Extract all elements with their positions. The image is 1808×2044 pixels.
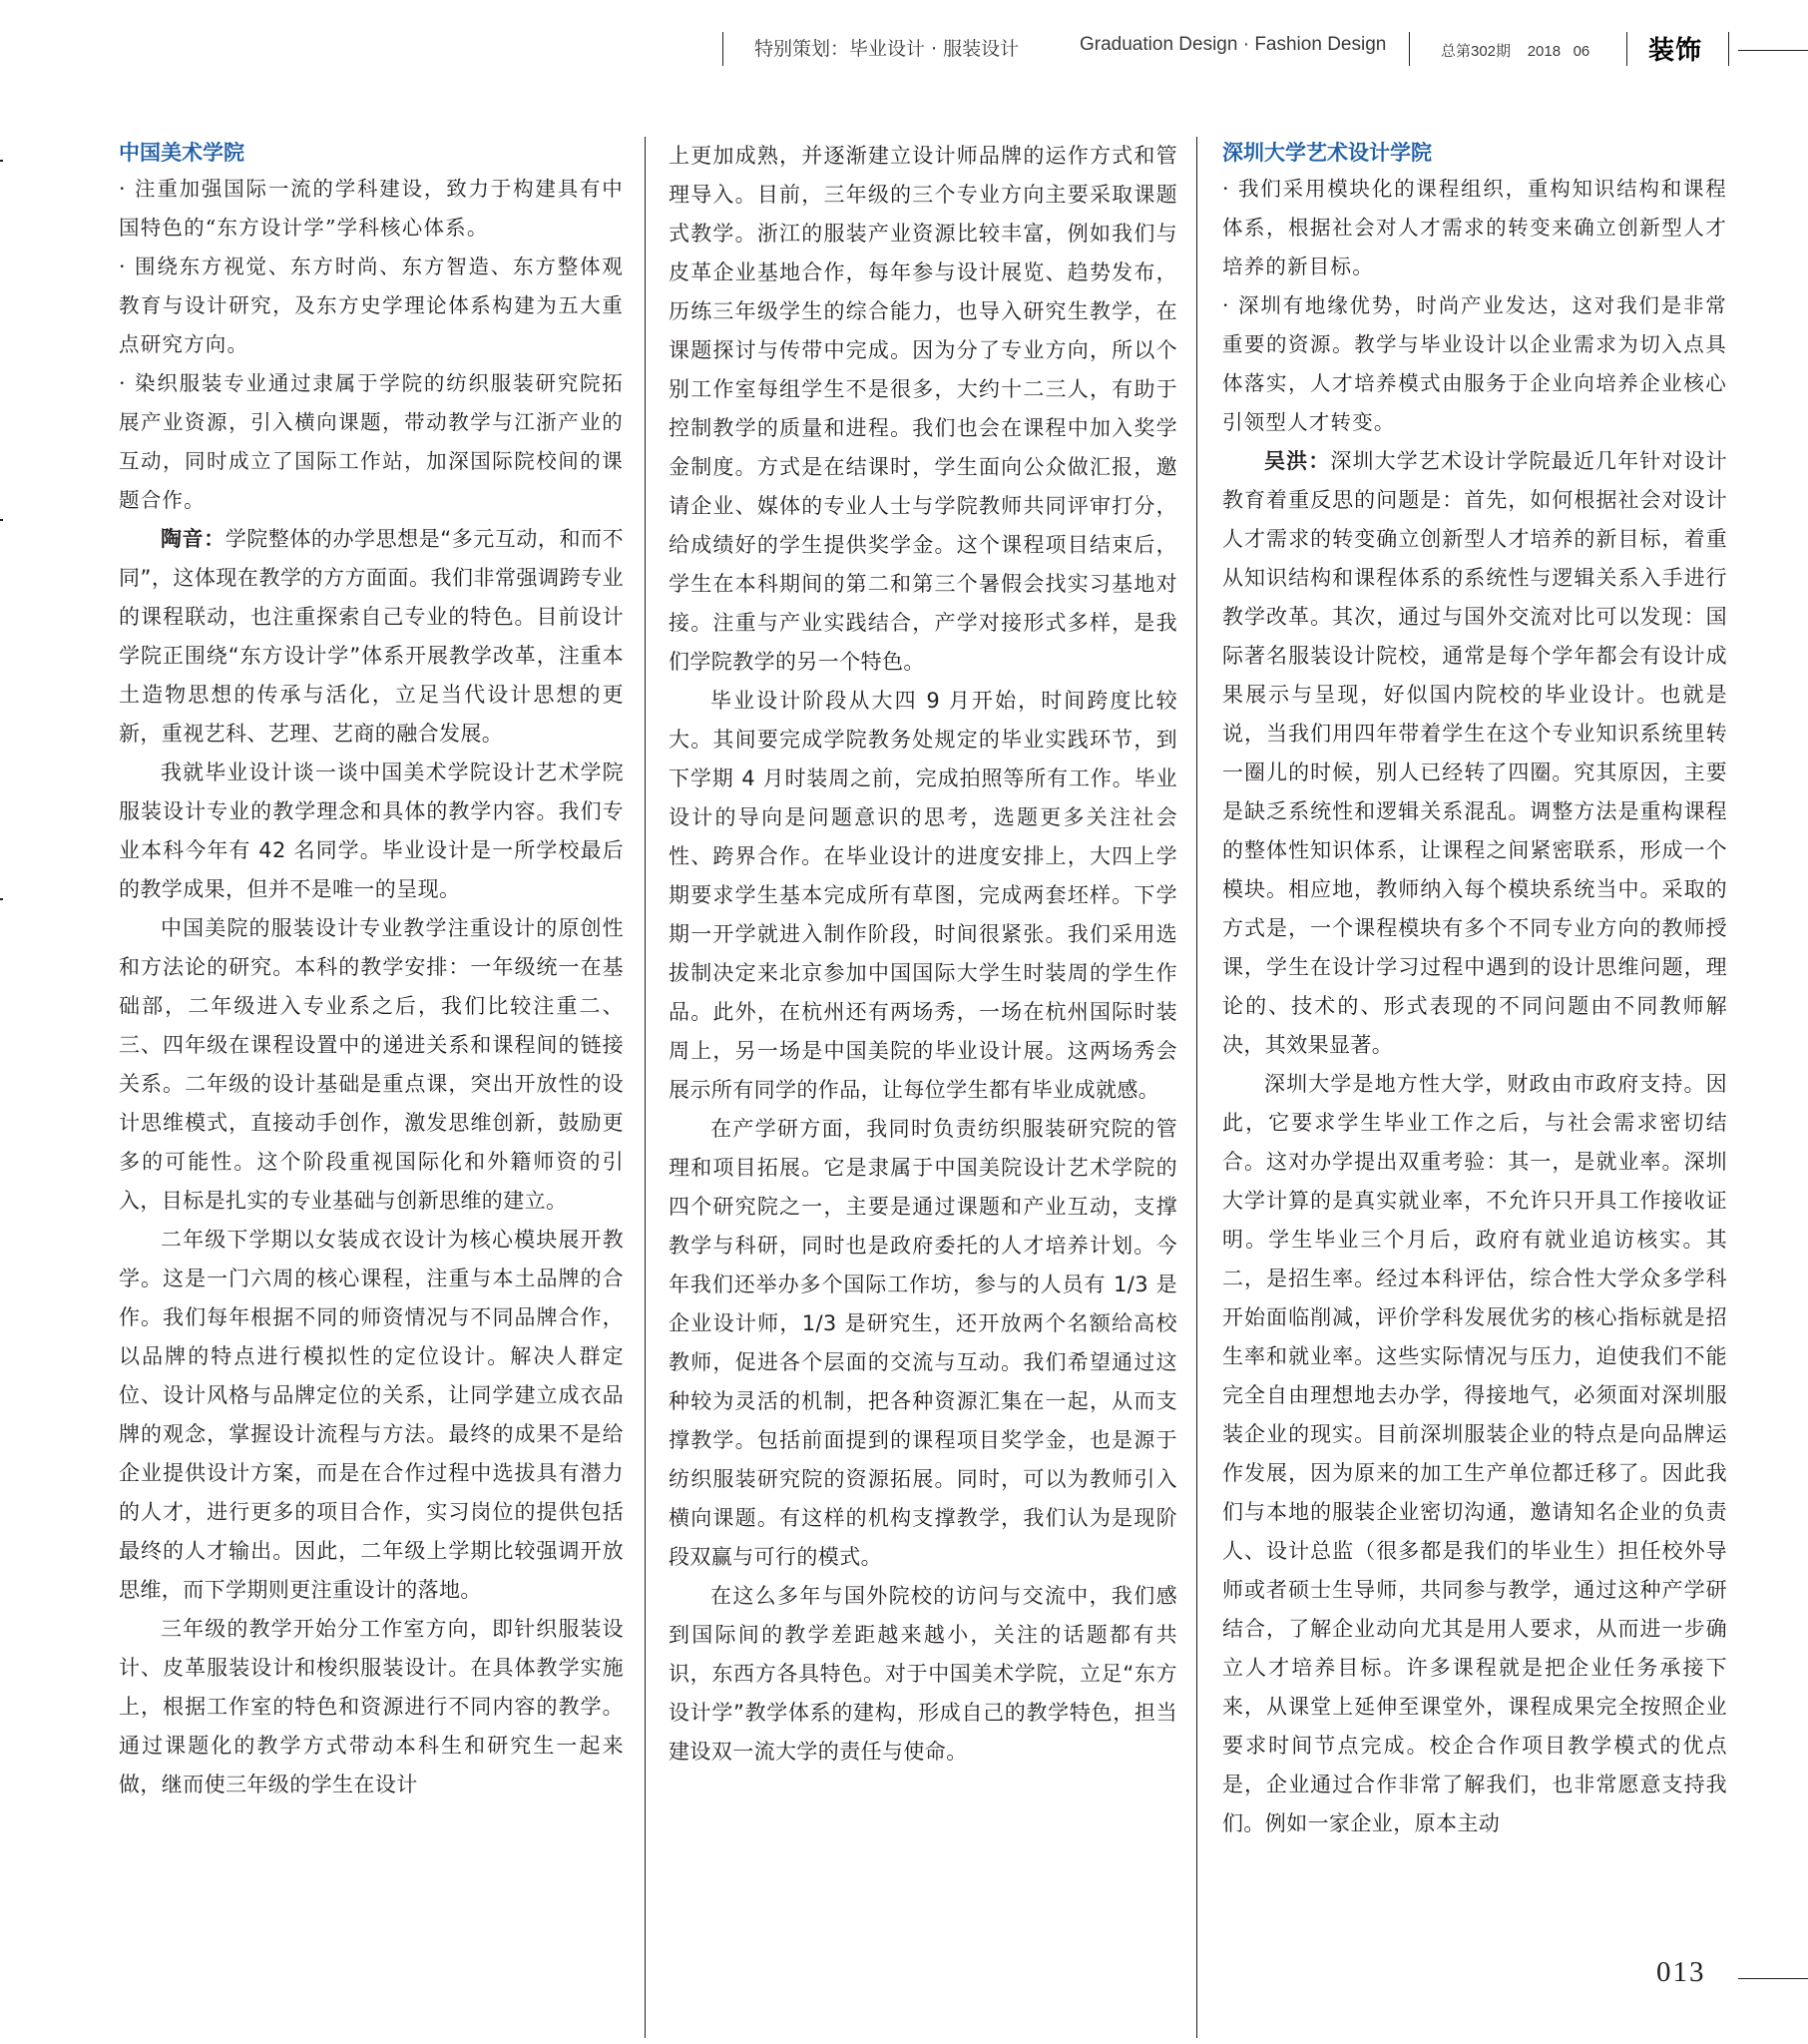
issue-month: 06 xyxy=(1573,43,1590,60)
key-point: · 我们采用模块化的课程组织，重构知识结构和课程体系，根据社会对人才需求的转变来确立创新型人才培养的新目标。 xyxy=(1222,177,1727,278)
paragraph xyxy=(1222,442,1727,1065)
speaker-name: 吴洪： xyxy=(1264,449,1331,473)
paragraph: 中国美院的服装设计专业教学注重设计的原创性和方法论的研究。本科的教学安排：一年级统一在基础部，二年级进入专业系之后，我们比较注重二、三、四年级在课程设置中的递进关系和课程间的链接关系。二年级的设计基础是重点课，突出开放性的设计思维模式，直接动手创作，激发思维创新，鼓励更多的可能性。这个阶段重视国际化和外籍师资的引入，目标是扎实的专业基础与创新思维的建立。 xyxy=(119,916,624,1213)
paragraph: 三年级的教学开始分工作室方向，即针织服装设计、皮革服装设计和梭织服装设计。在具体教学实施上，根据工作室的特色和资源进行不同内容的教学。通过课题化的教学方式带动本科生和研究生一起来做，继而使三年级的学生在设计 xyxy=(119,1617,624,1796)
header-divider-1 xyxy=(722,32,723,66)
header-column-title: 特别策划：毕业设计 · 服装设计 xyxy=(754,38,1020,60)
binding-mark xyxy=(0,898,3,900)
column-divider-2 xyxy=(1196,137,1197,2038)
paragraph: 我就毕业设计谈一谈中国美术学院设计艺术学院服装设计专业的教学理念和具体的教学内容。我们专业本科今年有 42 名同学。毕业设计是一所学校最后的教学成果，但并不是唯一的呈现。 xyxy=(119,761,624,901)
issue-number: 总第302期 xyxy=(1441,43,1512,60)
section-title-caa: 中国美术学院 xyxy=(119,141,244,165)
speaker-text: 学院整体的办学思想是“多元互动，和而不同”，这体现在教学的方方面面。我们非常强调跨专业的课程联动，也注重探索自己专业的特色。目前设计学院正围绕“东方设计学”体系开展教学改革，注重本土造物思想的传承与活化，立足当代设计思想的更新，重视艺科、艺理、艺商的融合发展。 xyxy=(119,527,625,746)
paragraph xyxy=(119,520,624,754)
key-point: · 深圳有地缘优势，时尚产业发达，这对我们是非常重要的资源。教学与毕业设计以企业需求为切入点具体落实，人才培养模式由服务于企业向培养企业核心引领型人才转变。 xyxy=(1222,293,1727,434)
paragraph: 在这么多年与国外院校的访问与交流中，我们感到国际间的教学差距越来越小，关注的话题都有共识，东西方各具特色。对于中国美术学院，立足“东方设计学”教学体系的建构，形成自己的教学特色，担当建设双一流大学的责任与使命。 xyxy=(669,1584,1177,1764)
binding-mark xyxy=(0,160,3,162)
header-rule-right xyxy=(1738,50,1808,51)
header-divider-3 xyxy=(1626,32,1627,66)
footer-rule xyxy=(1738,1978,1808,1979)
section-title-szu: 深圳大学艺术设计学院 xyxy=(1222,141,1432,165)
key-point: · 注重加强国际一流的学科建设，致力于构建具有中国特色的“东方设计学”学科核心体系。 xyxy=(119,177,624,240)
issue-year: 2018 xyxy=(1527,43,1562,60)
paragraph: 上更加成熟，并逐渐建立设计师品牌的运作方式和管理导入。目前，三年级的三个专业方向主要采取课题式教学。浙江的服装产业资源比较丰富，例如我们与皮革企业基地合作，每年参与设计展览、趋势发布，历练三年级学生的综合能力，也导入研究生教学，在课题探讨与传带中完成。因为分了专业方向，所以个别工作室每组学生不是很多，大约十二三人，有助于控制教学的质量和进程。我们也会在课程中加入奖学金制度。方式是在结课时，学生面向公众做汇报，邀请企业、媒体的专业人士与学院教师共同评审打分，给成绩好的学生提供奖学金。这个课程项目结束后，学生在本科期间的第二和第三个暑假会找实习基地对接。注重与产业实践结合，产学对接形式多样，是我们学院教学的另一个特色。 xyxy=(669,144,1177,674)
key-points-szu xyxy=(1222,170,1727,442)
column-right xyxy=(1222,137,1727,1843)
paragraph: 在产学研方面，我同时负责纺织服装研究院的管理和项目拓展。它是隶属于中国美院设计艺术学院的四个研究院之一，主要是通过课题和产业互动，支撑教学与科研，同时也是政府委托的人才培养计划。今年我们还举办多个国际工作坊，参与的人员有 1/3 是企业设计师，1/3 是研究生，还开放两个名额给高校教师，促进各个层面的交流与互动。我们希望通过这种较为灵活的机制，把各种资源汇集在一起，从而支撑教学。包括前面提到的课程项目奖学金，也是源于纺织服装研究院的资源拓展。同时，可以为教师引入横向课题。有这样的机构支撑教学，我们认为是现阶段双赢与可行的模式。 xyxy=(669,1117,1177,1569)
key-point: · 围绕东方视觉、东方时尚、东方智造、东方整体观教育与设计研究，及东方史学理论体系构建为五大重点研究方向。 xyxy=(119,255,624,356)
header-divider-4 xyxy=(1728,32,1729,66)
key-points-caa xyxy=(119,170,624,520)
header-issue xyxy=(1441,40,1589,61)
paragraph: 毕业设计阶段从大四 9 月开始，时间跨度比较大。其间要完成学院教务处规定的毕业实践环节，到下学期 4 月时装周之前，完成拍照等所有工作。毕业设计的导向是问题意识的思考，选题更多关注社会性、跨界合作。在毕业设计的进度安排上，大四上学期要求学生基本完成所有草图，完成两套坯样。下学期一开学就进入制作阶段，时间很紧张。我们采用选拔制决定来北京参加中国国际大学生时装周的学生作品。此外，在杭州还有两场秀，一场在杭州国际时装周上，另一场是中国美院的毕业设计展。这两场秀会展示所有同学的作品，让每位学生都有毕业成就感。 xyxy=(669,689,1177,1102)
header-divider-2 xyxy=(1409,32,1410,66)
binding-mark xyxy=(0,519,3,521)
speaker-name: 陶音： xyxy=(161,527,226,551)
paragraph: 深圳大学是地方性大学，财政由市政府支持。因此，它要求学生毕业工作之后，与社会需求密切结合。这对办学提出双重考验：其一，是就业率。深圳大学计算的是真实就业率，不允许只开具工作接收证明。学生毕业三个月后，政府有就业追访核实。其二，是招生率。经过本科评估，综合性大学众多学科开始面临削减，评价学科发展优劣的核心指标就是招生率和就业率。这些实际情况与压力，迫使我们不能完全自由理想地去办学，得接地气，必须面对深圳服装企业的现实。目前深圳服装企业的特点是向品牌运作发展，因为原来的加工生产单位都迁移了。因此我们与本地的服装企业密切沟通，邀请知名企业的负责人、设计总监（很多都是我们的毕业生）担任校外导师或者硕士生导师，共同参与教学，通过这种产学研结合，了解企业动向尤其是用人要求，从而进一步确立人才培养目标。许多课程就是把企业任务承接下来，从课堂上延伸至课堂外，课程成果完全按照企业要求时间节点完成。校企合作项目教学模式的优点是，企业通过合作非常了解我们，也非常愿意支持我们。例如一家企业，原本主动 xyxy=(1222,1072,1727,1835)
column-divider-1 xyxy=(645,137,646,2038)
speaker-text: 深圳大学艺术设计学院最近几年针对设计教育着重反思的问题是：首先，如何根据社会对设计人才需求的转变确立创新型人才培养的新目标，着重从知识结构和课程体系的系统性与逻辑关系入手进行教学改革。其次，通过与国外交流对比可以发现：国际著名服装设计院校，通常是每个学年都会有设计成果展示与呈现，好似国内院校的毕业设计。也就是说，当我们用四年带着学生在这个专业知识系统里转一圈儿的时候，别人已经转了四圈。究其原因，主要是缺乏系统性和逻辑关系混乱。调整方法是重构课程的整体性知识体系，让课程之间紧密联系，形成一个模块。相应地，教师纳入每个模块系统当中。采取的方式是，一个课程模块有多个不同专业方向的教师授课，学生在设计学习过程中遇到的设计思维问题，理论的、技术的、形式表现的不同问题由不同教师解决，其效果显著。 xyxy=(1222,449,1727,1057)
paragraph: 二年级下学期以女装成衣设计为核心模块展开教学。这是一门六周的核心课程，注重与本土品牌的合作。我们每年根据不同的师资情况与不同品牌合作，以品牌的特点进行模拟性的定位设计。解决人群定位、设计风格与品牌定位的关系，让同学建立成衣品牌的观念，掌握设计流程与方法。最终的成果不是给企业提供设计方案，而是在合作过程中选拔具有潜力的人才，进行更多的项目合作，实习岗位的提供包括最终的人才输出。因此，二年级上学期比较强调开放思维，而下学期则更注重设计的落地。 xyxy=(119,1228,624,1602)
magazine-logo: 装饰 xyxy=(1648,36,1703,66)
header-column-title-en: Graduation Design · Fashion Design xyxy=(1080,34,1387,55)
key-point: · 染织服装专业通过隶属于学院的纺织服装研究院拓展产业资源，引入横向课题，带动教学与江浙产业的互动，同时成立了国际工作站，加深国际院校间的课题合作。 xyxy=(119,371,624,512)
column-middle xyxy=(669,137,1177,1772)
column-left xyxy=(119,137,624,1804)
page-number: 013 xyxy=(1656,1956,1706,1988)
